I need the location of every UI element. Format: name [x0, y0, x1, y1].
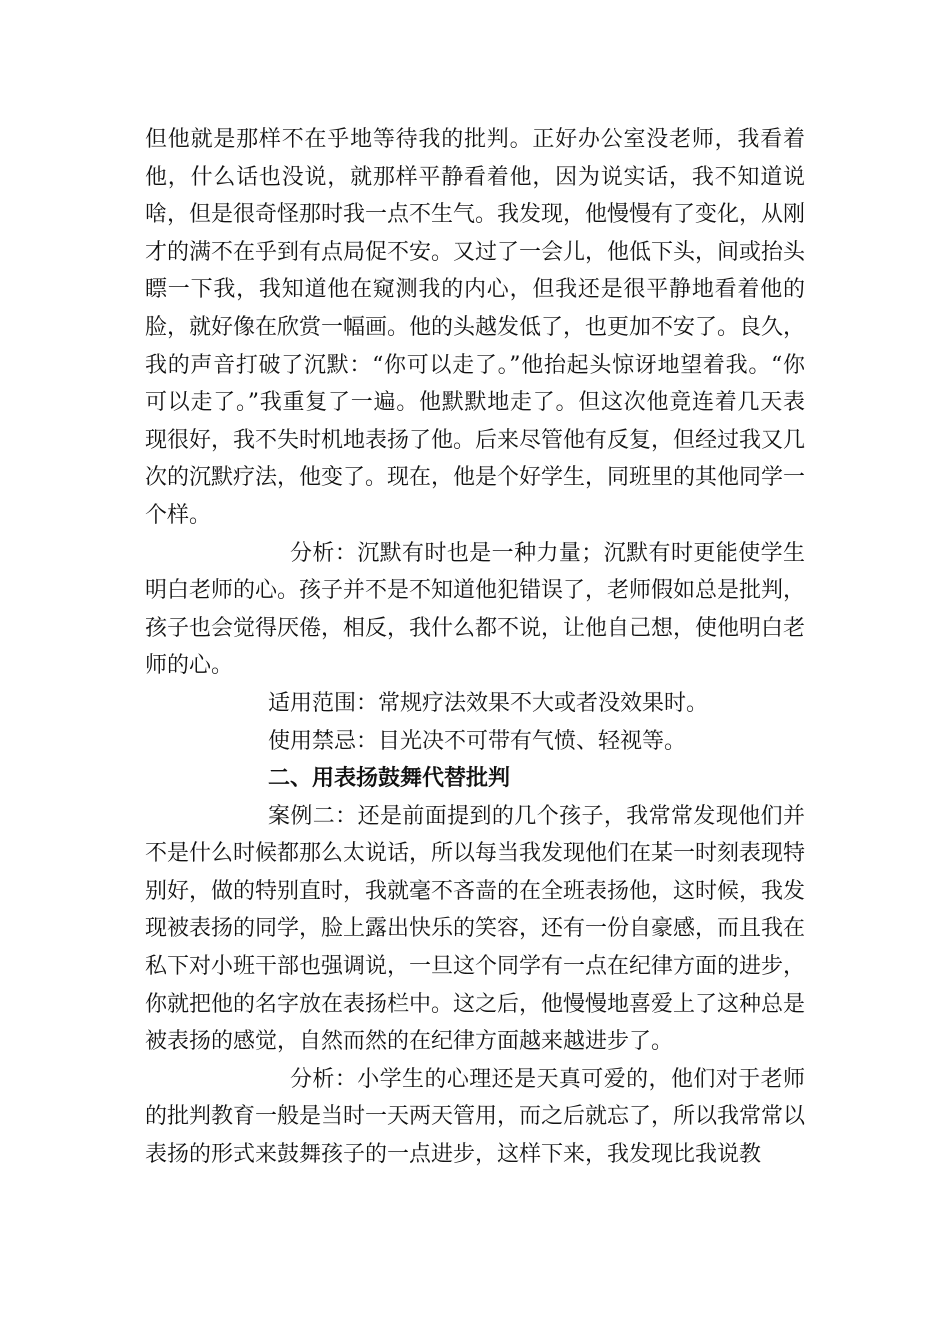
analysis-paragraph-two: 分析：小学生的心理还是天真可爱的，他们对于老师的批判教育一般是当时一天两天管用，而之后就忘了，所以我常常以表扬的形式来鼓舞孩子的一点进步，这样下来，我发现比我说教	[145, 1066, 806, 1168]
case-two-paragraph: 案例二：还是前面提到的几个孩子，我常常发现他们并不是什么时候都那么太说话，所以每当我发现他们在某一时刻表现特别好，做的特别直时，我就毫不吝啬的在全班表扬他，这时候，我发现被表扬的同学，脸上露出快乐的笑容，还有一份自豪感，而且我在私下对小班干部也强调说，一旦这个同学有一点在纪律方面的进步，你就把他的名字放在表扬栏中。这之后，他慢慢地喜爱上了这种总是被表扬的感觉，自然而然的在纪律方面越来越进步了。	[145, 803, 806, 1055]
analysis-paragraph-one: 分析：沉默有时也是一种力量；沉默有时更能使学生明白老师的心。孩子并不是不知道他犯错误了，老师假如总是批判，孩子也会觉得厌倦，相反，我什么都不说，让他自己想，使他明白老师的心。	[145, 540, 806, 679]
case-one-narrative-paragraph: 但他就是那样不在乎地等待我的批判。正好办公室没老师，我看着他，什么话也没说，就那样平静看着他，因为说实话，我不知道说啥，但是很奇怪那时我一点不生气。我发现，他慢慢有了变化，从刚才的满不在乎到有点局促不安。又过了一会儿，他低下头，间或抬头瞟一下我，我知道他在窥测我的内心，但我还是很平静地看着他的脸，就好像在欣赏一幅画。他的头越发低了，也更加不安了。良久，我的声音打破了沉默：“你可以走了。”他抬起头惊讶地望着我。“你可以走了。”我重复了一遍。他默默地走了。但这次他竟连着几天表现很好，我不失时机地表扬了他。后来尽管他有反复，但经过我又几次的沉默疗法，他变了。现在，他是个好学生，同班里的其他同学一个样。	[145, 127, 806, 528]
document-body	[145, 121, 805, 1174]
scope-paragraph: 适用范围：常规疗法效果不大或者没效果时。	[268, 690, 709, 716]
section-heading: 二、用表扬鼓舞代替批判	[268, 765, 511, 792]
taboo-paragraph: 使用禁忌：目光决不可带有气愤、轻视等。	[268, 728, 687, 754]
